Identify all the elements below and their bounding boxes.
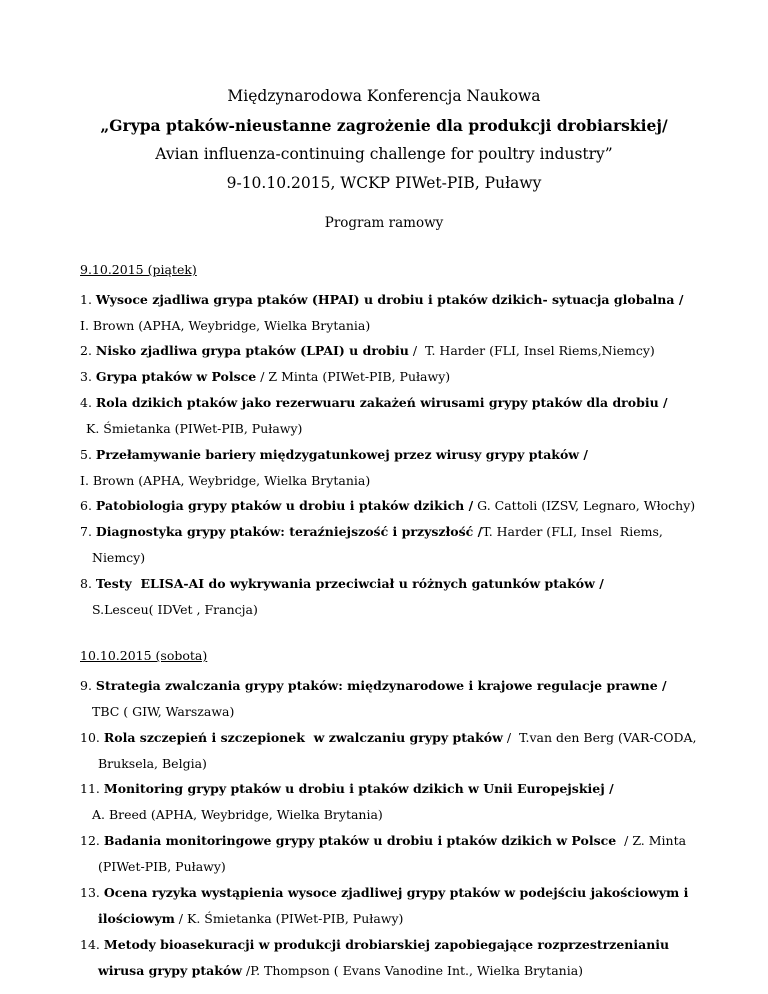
item-number: 7. bbox=[80, 524, 92, 539]
program-subtitle: Program ramowy bbox=[324, 215, 444, 231]
conference-title-en: Avian influenza-continuing challenge for poultry industry” bbox=[155, 145, 613, 163]
conference-title-pl: „Grypa ptaków-nieustanne zagrożenie dla produkcji drobiarskiej/ bbox=[100, 116, 668, 135]
conference-date-place: 9-10.10.2015, WCKP PIWet-PIB, Puławy bbox=[226, 174, 542, 192]
item-title: Przełamywanie bariery międzygatunkowej przez wirusy grypy ptaków / bbox=[95, 447, 588, 462]
program-item bbox=[80, 937, 669, 952]
item-title: Patobiologia grypy ptaków u drobiu i ptaków dzikich / bbox=[95, 498, 474, 513]
item-speaker: K. Śmietanka (PIWet-PIB, Puławy) bbox=[187, 911, 404, 926]
item-number: 11. bbox=[80, 781, 100, 796]
item-title: Testy ELISA-AI do wykrywania przeciwciał u różnych gatunków ptaków / bbox=[95, 576, 604, 591]
item-number: 5. bbox=[80, 447, 92, 462]
item-speaker: T.van den Berg (VAR-CODA, bbox=[518, 730, 697, 745]
item-number: 9. bbox=[80, 678, 92, 693]
program-item: 2. Nisko zjadliwa grypa ptaków (LPAI) u drobiu / T. Harder (FLI, Insel Riems,Niemcy) bbox=[80, 343, 655, 358]
item-title: Wysoce zjadliwa grypa ptaków (HPAI) u drobiu i ptaków dzikich- sytuacja globalna / bbox=[95, 292, 684, 307]
program-item: 10. Rola szczepień i szczepionek w zwalczaniu grypy ptaków / T.van den Berg (VAR-CODA, bbox=[80, 730, 697, 745]
program-item bbox=[80, 447, 588, 462]
item-title: Ocena ryzyka wystąpienia wysoce zjadliwej grypy ptaków w podejściu jakościowym i bbox=[103, 885, 689, 900]
item-speaker: TBC ( GIW, Warszawa) bbox=[92, 704, 235, 719]
item-speaker: A. Breed (APHA, Weybridge, Wielka Brytania) bbox=[92, 807, 383, 822]
item-title: Monitoring grypy ptaków u drobiu i ptaków dzikich w Unii Europejskiej / bbox=[103, 781, 614, 796]
item-number: 4. bbox=[80, 395, 92, 410]
item-title-cont: ilościowym / K. Śmietanka (PIWet-PIB, Puławy) bbox=[98, 911, 404, 926]
program-item: 12. Badania monitoringowe grypy ptaków u drobiu i ptaków dzikich w Polsce / Z. Minta bbox=[80, 833, 687, 848]
item-title-cont: wirusa grypy ptaków /P. Thompson ( Evans Vanodine Int., Wielka Brytania) bbox=[98, 963, 584, 978]
item-speaker: G. Cattoli (IZSV, Legnaro, Włochy) bbox=[477, 498, 696, 513]
item-speaker: Z. Minta bbox=[632, 833, 687, 848]
item-title: Diagnostyka grypy ptaków: teraźniejszość i przyszłość / bbox=[95, 524, 483, 539]
item-title: Rola dzikich ptaków jako rezerwuaru zakażeń wirusami grypy ptaków dla drobiu / bbox=[95, 395, 668, 410]
item-speaker-cont: Bruksela, Belgia) bbox=[98, 756, 207, 771]
day1-heading: 9.10.2015 (piątek) bbox=[80, 262, 197, 277]
program-item bbox=[80, 781, 614, 796]
program-item bbox=[80, 292, 683, 307]
program-item bbox=[80, 576, 604, 591]
item-number: 6. bbox=[80, 498, 92, 513]
item-title: Rola szczepień i szczepionek w zwalczaniu grypy ptaków bbox=[103, 730, 503, 745]
program-item bbox=[80, 524, 663, 539]
item-title: Badania monitoringowe grypy ptaków u drobiu i ptaków dzikich w Polsce bbox=[103, 833, 617, 848]
program-item bbox=[80, 678, 667, 693]
item-speaker: P. Thompson ( Evans Vanodine Int., Wielka Brytania) bbox=[250, 963, 584, 978]
item-title: Grypa ptaków w Polsce bbox=[95, 369, 257, 384]
program-item bbox=[80, 498, 695, 513]
item-number: 8. bbox=[80, 576, 92, 591]
item-speaker: K. Śmietanka (PIWet-PIB, Puławy) bbox=[86, 421, 303, 436]
program-item bbox=[80, 395, 668, 410]
item-speaker: Z Minta (PIWet-PIB, Puławy) bbox=[268, 369, 451, 384]
item-speaker-cont: Niemcy) bbox=[92, 550, 146, 565]
item-speaker: S.Lesceu( IDVet , Francja) bbox=[92, 602, 258, 617]
item-number: 3. bbox=[80, 369, 92, 384]
item-speaker-cont: (PIWet-PIB, Puławy) bbox=[98, 859, 226, 874]
item-number: 14. bbox=[80, 937, 100, 952]
conference-name: Międzynarodowa Konferencja Naukowa bbox=[227, 87, 541, 105]
item-number: 13. bbox=[80, 885, 100, 900]
item-number: 2. bbox=[80, 343, 92, 358]
item-number: 1. bbox=[80, 292, 92, 307]
item-title: Strategia zwalczania grypy ptaków: międzynarodowe i krajowe regulacje prawne / bbox=[95, 678, 667, 693]
program-item: 3. Grypa ptaków w Polsce / Z Minta (PIWet-PIB, Puławy) bbox=[80, 369, 451, 384]
item-speaker: I. Brown (APHA, Weybridge, Wielka Brytania) bbox=[80, 318, 371, 333]
program-item bbox=[80, 885, 688, 900]
item-number: 12. bbox=[80, 833, 100, 848]
day2-heading: 10.10.2015 (sobota) bbox=[80, 648, 208, 663]
item-number: 10. bbox=[80, 730, 100, 745]
item-speaker: T. Harder (FLI, Insel Riems, bbox=[482, 524, 663, 539]
item-title: Nisko zjadliwa grypa ptaków (LPAI) u drobiu bbox=[95, 343, 409, 358]
item-title: Metody bioasekuracji w produkcji drobiarskiej zapobiegające rozprzestrzenianiu bbox=[103, 937, 670, 952]
item-speaker: T. Harder (FLI, Insel Riems,Niemcy) bbox=[424, 343, 655, 358]
item-speaker: I. Brown (APHA, Weybridge, Wielka Brytania) bbox=[80, 473, 371, 488]
